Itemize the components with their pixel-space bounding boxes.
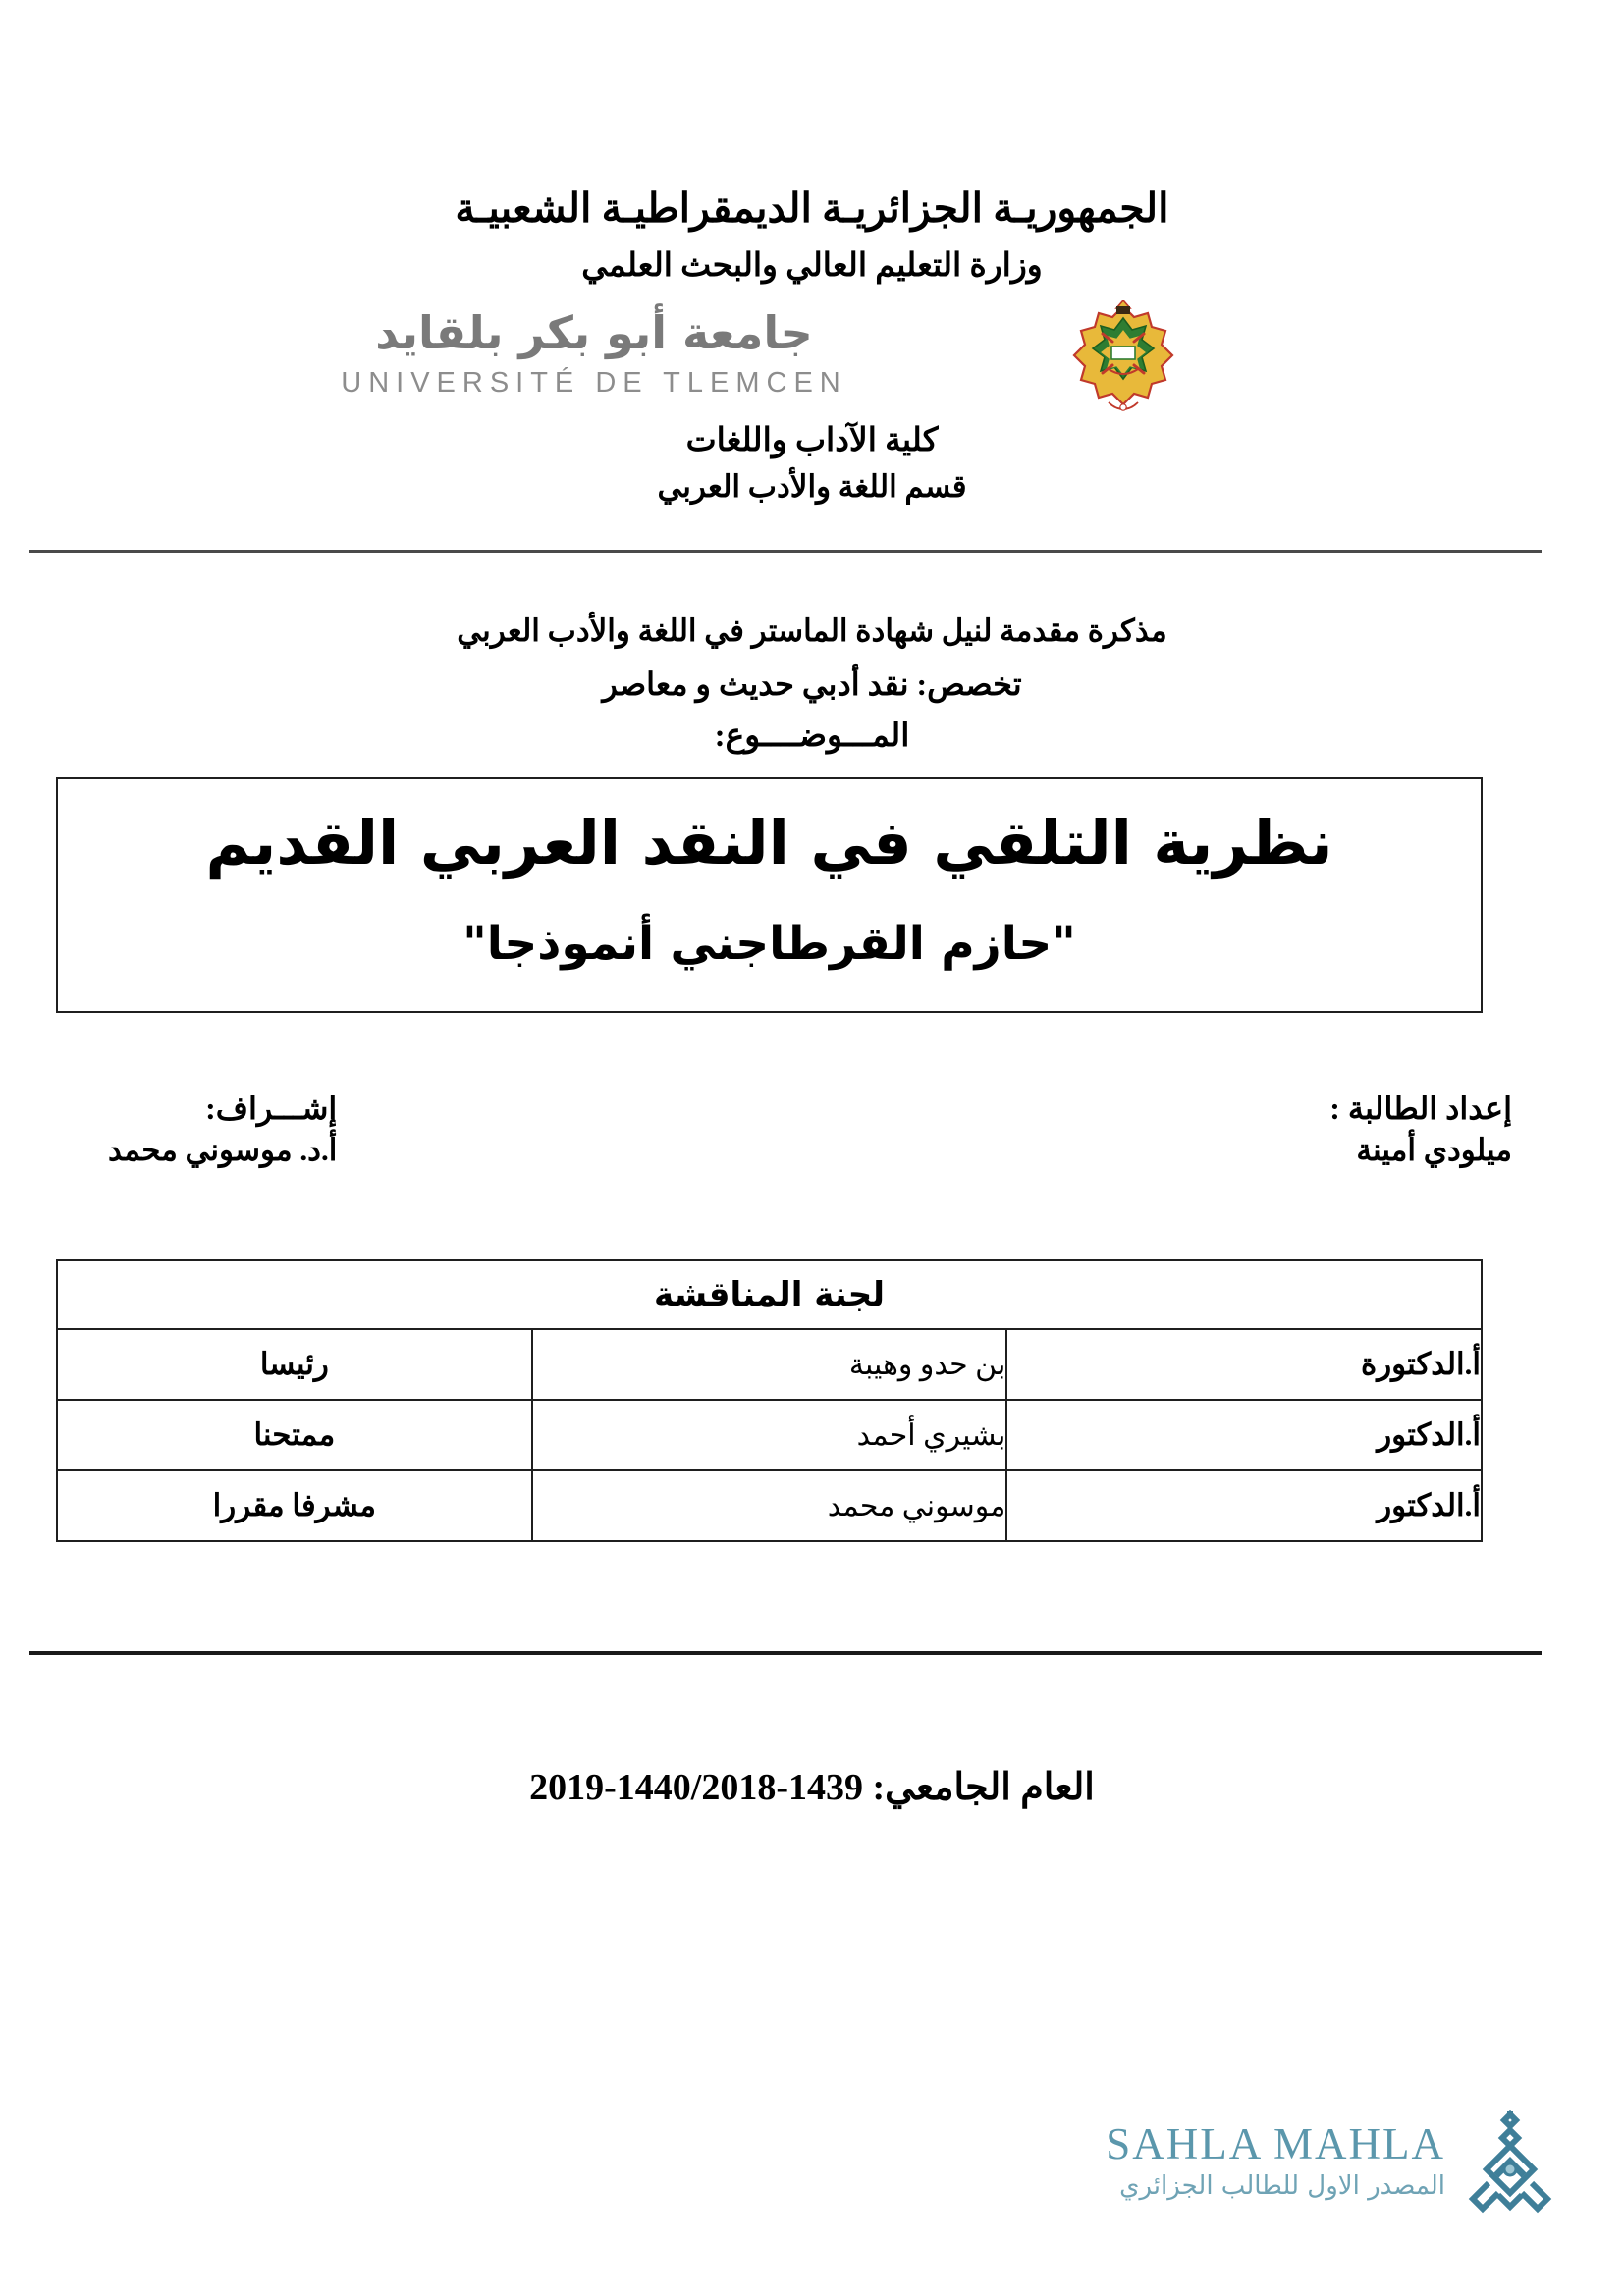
committee-member-role: ممتحنا <box>57 1400 532 1470</box>
thesis-statement: مذكرة مقدمة لنيل شهادة الماستر في اللغة والأدب العربي <box>457 614 1167 648</box>
faculty-heading: كلية الآداب واللغات <box>685 423 939 458</box>
republic-heading: الجمهوريـة الجزائريـة الديمقراطيـة الشعبيـة <box>455 186 1169 231</box>
table-row <box>57 1329 1482 1400</box>
committee-member-title: أ.الدكتور <box>1006 1470 1482 1541</box>
credits-block <box>108 1088 1512 1205</box>
student-label: إعداد الطالبة : <box>1329 1091 1512 1126</box>
committee-member-name: بشيري أحمد <box>532 1400 1007 1470</box>
table-row <box>57 1470 1482 1541</box>
committee-header-row <box>57 1260 1482 1329</box>
watermark-brand-name: SAHLA MAHLA <box>1106 2119 1445 2168</box>
thesis-title-subtitle: "حازم القرطاجني أنموذجا" <box>462 917 1076 971</box>
thesis-title-box <box>56 777 1483 1013</box>
academic-year: العام الجامعي: 1439-1440/2018-2019 <box>529 1767 1095 1808</box>
supervisor-name: أ.د. موسوني محمد <box>108 1133 338 1168</box>
committee-member-name: بن حدو وهيبة <box>532 1329 1007 1400</box>
ministry-heading: وزارة التعليم العالي والبحث العلمي <box>581 248 1043 284</box>
thesis-speciality: تخصص: نقد أدبي حديث و معاصر <box>602 667 1022 702</box>
university-logo <box>0 306 1624 414</box>
sahla-mahla-geometric-logo-icon <box>1459 2110 1561 2226</box>
supervisor-block <box>108 1088 337 1171</box>
thesis-title-main: نظرية التلقي في النقد العربي القديم <box>205 807 1333 879</box>
student-block <box>1329 1088 1512 1171</box>
committee-member-role: مشرفا مقررا <box>57 1470 532 1541</box>
student-name: ميلودي أمينة <box>1356 1133 1512 1168</box>
committee-member-role: رئيسا <box>57 1329 532 1400</box>
tlemcen-university-crest-icon <box>1065 300 1181 416</box>
watermark-tagline: المصدر الاول للطالب الجزائري <box>1119 2171 1445 2201</box>
committee-table <box>56 1259 1483 1542</box>
sahla-mahla-watermark <box>1090 2110 1561 2238</box>
subject-label: المـــوضــــوع: <box>714 719 910 754</box>
header-divider <box>29 550 1542 553</box>
committee-member-name: موسوني محمد <box>532 1470 1007 1541</box>
footer-divider <box>29 1651 1542 1655</box>
committee-heading: لجنة المناقشة <box>57 1260 1482 1329</box>
supervisor-label: إشـــراف: <box>205 1091 338 1126</box>
department-heading: قسم اللغة والأدب العربي <box>657 469 967 504</box>
committee-member-title: أ.الدكتورة <box>1006 1329 1482 1400</box>
table-row <box>57 1400 1482 1470</box>
university-name-latin: UNIVERSITÉ DE TLEMCEN <box>341 367 847 399</box>
university-name-arabic: جامعة أبو بكر بلقايد <box>375 306 813 359</box>
committee-member-title: أ.الدكتور <box>1006 1400 1482 1470</box>
